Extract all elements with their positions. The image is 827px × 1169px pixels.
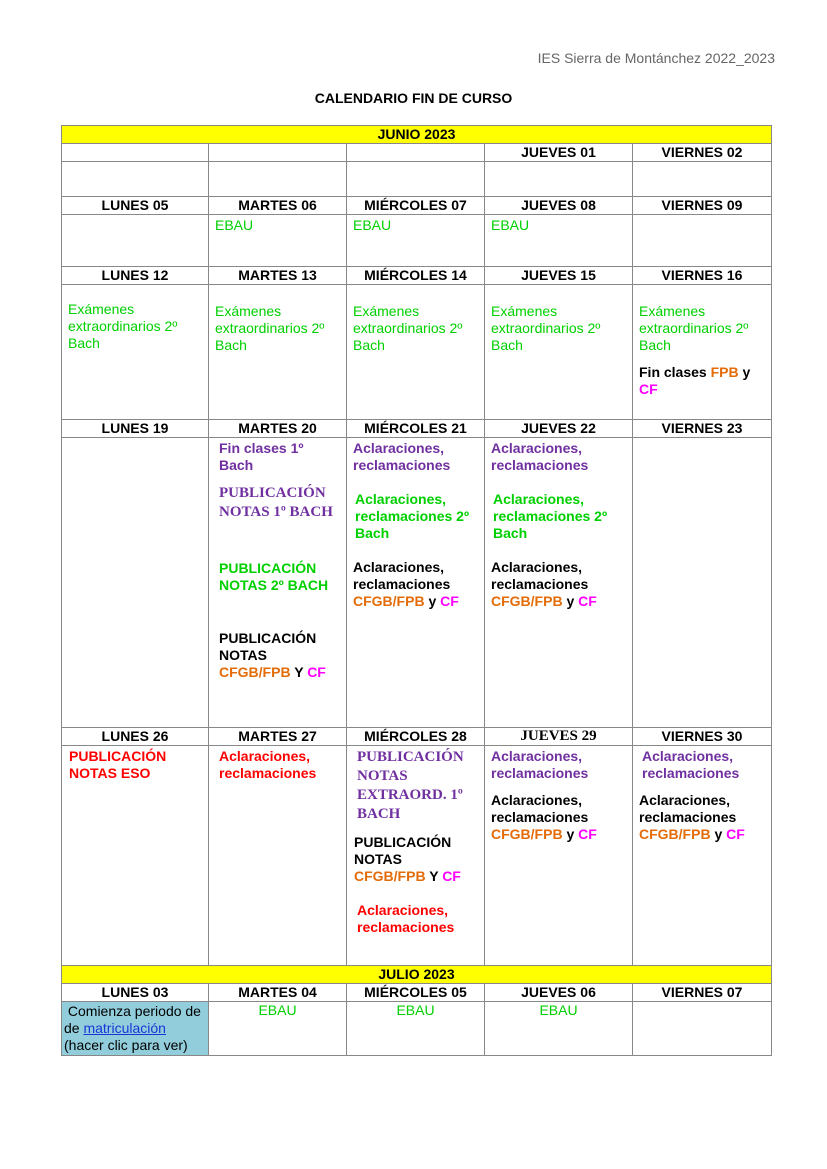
week-header-row — [62, 984, 772, 1002]
day-cell — [347, 1002, 485, 1056]
week-content-row — [62, 746, 772, 966]
day-cell — [485, 746, 633, 966]
aclaraciones-2bach: Aclaraciones, reclamaciones 2º Bach — [355, 491, 470, 541]
day-header: MIÉRCOLES 28 — [347, 728, 485, 746]
day-cell — [62, 746, 209, 966]
school-header: IES Sierra de Montánchez 2022_2023 — [537, 50, 775, 66]
day-cell — [347, 162, 485, 197]
day-header: JUEVES 08 — [485, 197, 633, 215]
aclaraciones-2bach: Aclaraciones, reclamaciones 2º Bach — [493, 491, 608, 541]
day-header: MIÉRCOLES 21 — [347, 420, 485, 438]
day-cell — [209, 1002, 347, 1056]
day-header: JUEVES 06 — [485, 984, 633, 1002]
aclaraciones-1bach: Aclaraciones, reclamaciones — [353, 440, 451, 473]
day-cell — [62, 285, 209, 420]
day-cell — [209, 746, 347, 966]
week-content-row — [62, 215, 772, 267]
day-header: VIERNES 30 — [633, 728, 772, 746]
calendar-table — [61, 125, 772, 1056]
week-content-row — [62, 438, 772, 728]
day-header: LUNES 05 — [62, 197, 209, 215]
publicacion-2bach: PUBLICACIÓN NOTAS 2º BACH — [219, 560, 329, 593]
aclaraciones-1bach: Aclaraciones, reclamaciones — [491, 440, 589, 473]
day-header: LUNES 12 — [62, 267, 209, 285]
ebau-entry: EBAU — [396, 1002, 435, 1018]
week-header-row — [62, 267, 772, 285]
day-cell — [62, 438, 209, 728]
day-cell — [209, 285, 347, 420]
day-header: VIERNES 07 — [633, 984, 772, 1002]
aclaraciones-extraord: Aclaraciones, reclamaciones — [642, 748, 740, 781]
publicacion-notas-cfgb: PUBLICACIÓN NOTAS CFGB/FPB Y CF — [354, 834, 461, 884]
ebau-entry: EBAU — [215, 217, 254, 233]
publicacion-1bach: PUBLICACIÓN NOTAS 1º BACH — [219, 485, 333, 520]
day-header: JUEVES 01 — [485, 144, 633, 162]
exams-entry: Exámenes extraordinarios 2º Bach — [68, 301, 178, 351]
aclaraciones-eso: Aclaraciones, reclamaciones — [357, 902, 455, 935]
week-content-row — [62, 285, 772, 420]
day-header — [62, 144, 209, 162]
week-header-row — [62, 420, 772, 438]
week-content-row — [62, 162, 772, 197]
aclaraciones-cfgb: Aclaraciones, reclamaciones CFGB/FPB y CF — [353, 559, 459, 609]
day-header: MARTES 04 — [209, 984, 347, 1002]
week-header-row — [62, 197, 772, 215]
day-header: MARTES 27 — [209, 728, 347, 746]
day-cell — [62, 162, 209, 197]
day-header: VIERNES 09 — [633, 197, 772, 215]
day-cell — [347, 438, 485, 728]
fin-clases-1bach: Fin clases 1º Bach — [219, 440, 304, 473]
exams-entry: Exámenes extraordinarios 2º Bach — [353, 303, 463, 353]
day-cell — [209, 162, 347, 197]
day-cell — [485, 285, 633, 420]
week-header-row — [62, 728, 772, 746]
fin-clases-entry: Fin clases FPB y CF — [639, 364, 751, 397]
day-header: JUEVES 22 — [485, 420, 633, 438]
day-header: LUNES 03 — [62, 984, 209, 1002]
ebau-entry: EBAU — [258, 1002, 297, 1018]
day-header: LUNES 19 — [62, 420, 209, 438]
matriculacion-notice: Comienza periodo de de matriculación (hacer clic para ver) — [64, 1003, 201, 1053]
day-header: JUEVES 15 — [485, 267, 633, 285]
day-header: MARTES 06 — [209, 197, 347, 215]
month-header-june: JUNIO 2023 — [62, 126, 772, 144]
day-header: MIÉRCOLES 07 — [347, 197, 485, 215]
exams-entry: Exámenes extraordinarios 2º Bach — [491, 303, 601, 353]
publicacion-eso: PUBLICACIÓN NOTAS ESO — [69, 748, 167, 781]
day-header: MARTES 13 — [209, 267, 347, 285]
document-title: CALENDARIO FIN DE CURSO — [314, 90, 513, 106]
publicacion-notas-cfgb: PUBLICACIÓN NOTAS CFGB/FPB Y CF — [219, 630, 326, 680]
publicacion-extraord: PUBLICACIÓN NOTAS EXTRAORD. 1º BACH — [357, 749, 464, 822]
aclaraciones-eso: Aclaraciones, reclamaciones — [219, 748, 317, 781]
aclaraciones-cfgb: Aclaraciones, reclamaciones CFGB/FPB y CF — [491, 792, 597, 842]
ebau-entry: EBAU — [491, 217, 530, 233]
day-header: JUEVES 29 — [485, 728, 633, 746]
day-cell — [62, 1002, 209, 1056]
day-cell — [347, 285, 485, 420]
day-header: VIERNES 02 — [633, 144, 772, 162]
day-cell — [633, 215, 772, 267]
day-cell — [485, 1002, 633, 1056]
aclaraciones-cfgb: Aclaraciones, reclamaciones CFGB/FPB y CF — [639, 792, 745, 842]
day-cell — [633, 162, 772, 197]
day-header: MARTES 20 — [209, 420, 347, 438]
day-cell — [347, 215, 485, 267]
day-cell — [209, 215, 347, 267]
exams-entry: Exámenes extraordinarios 2º Bach — [215, 303, 325, 353]
day-cell — [633, 285, 772, 420]
day-cell — [485, 162, 633, 197]
day-header: LUNES 26 — [62, 728, 209, 746]
day-header — [347, 144, 485, 162]
month-header-july: JULIO 2023 — [62, 966, 772, 984]
day-header — [209, 144, 347, 162]
day-cell — [633, 1002, 772, 1056]
day-cell — [347, 746, 485, 966]
matriculacion-link[interactable]: matriculación — [83, 1020, 166, 1036]
day-header: MIÉRCOLES 05 — [347, 984, 485, 1002]
day-header: MIÉRCOLES 14 — [347, 267, 485, 285]
aclaraciones-extraord: Aclaraciones, reclamaciones — [491, 748, 589, 781]
day-cell — [209, 438, 347, 728]
day-cell — [633, 438, 772, 728]
week-content-row — [62, 1002, 772, 1056]
day-cell — [485, 215, 633, 267]
ebau-entry: EBAU — [539, 1002, 578, 1018]
ebau-entry: EBAU — [353, 217, 392, 233]
day-cell — [633, 746, 772, 966]
week-header-row — [62, 144, 772, 162]
day-cell — [485, 438, 633, 728]
exams-entry: Exámenes extraordinarios 2º Bach — [639, 303, 749, 353]
day-header: VIERNES 23 — [633, 420, 772, 438]
aclaraciones-cfgb: Aclaraciones, reclamaciones CFGB/FPB y CF — [491, 559, 597, 609]
day-header: VIERNES 16 — [633, 267, 772, 285]
day-cell — [62, 215, 209, 267]
